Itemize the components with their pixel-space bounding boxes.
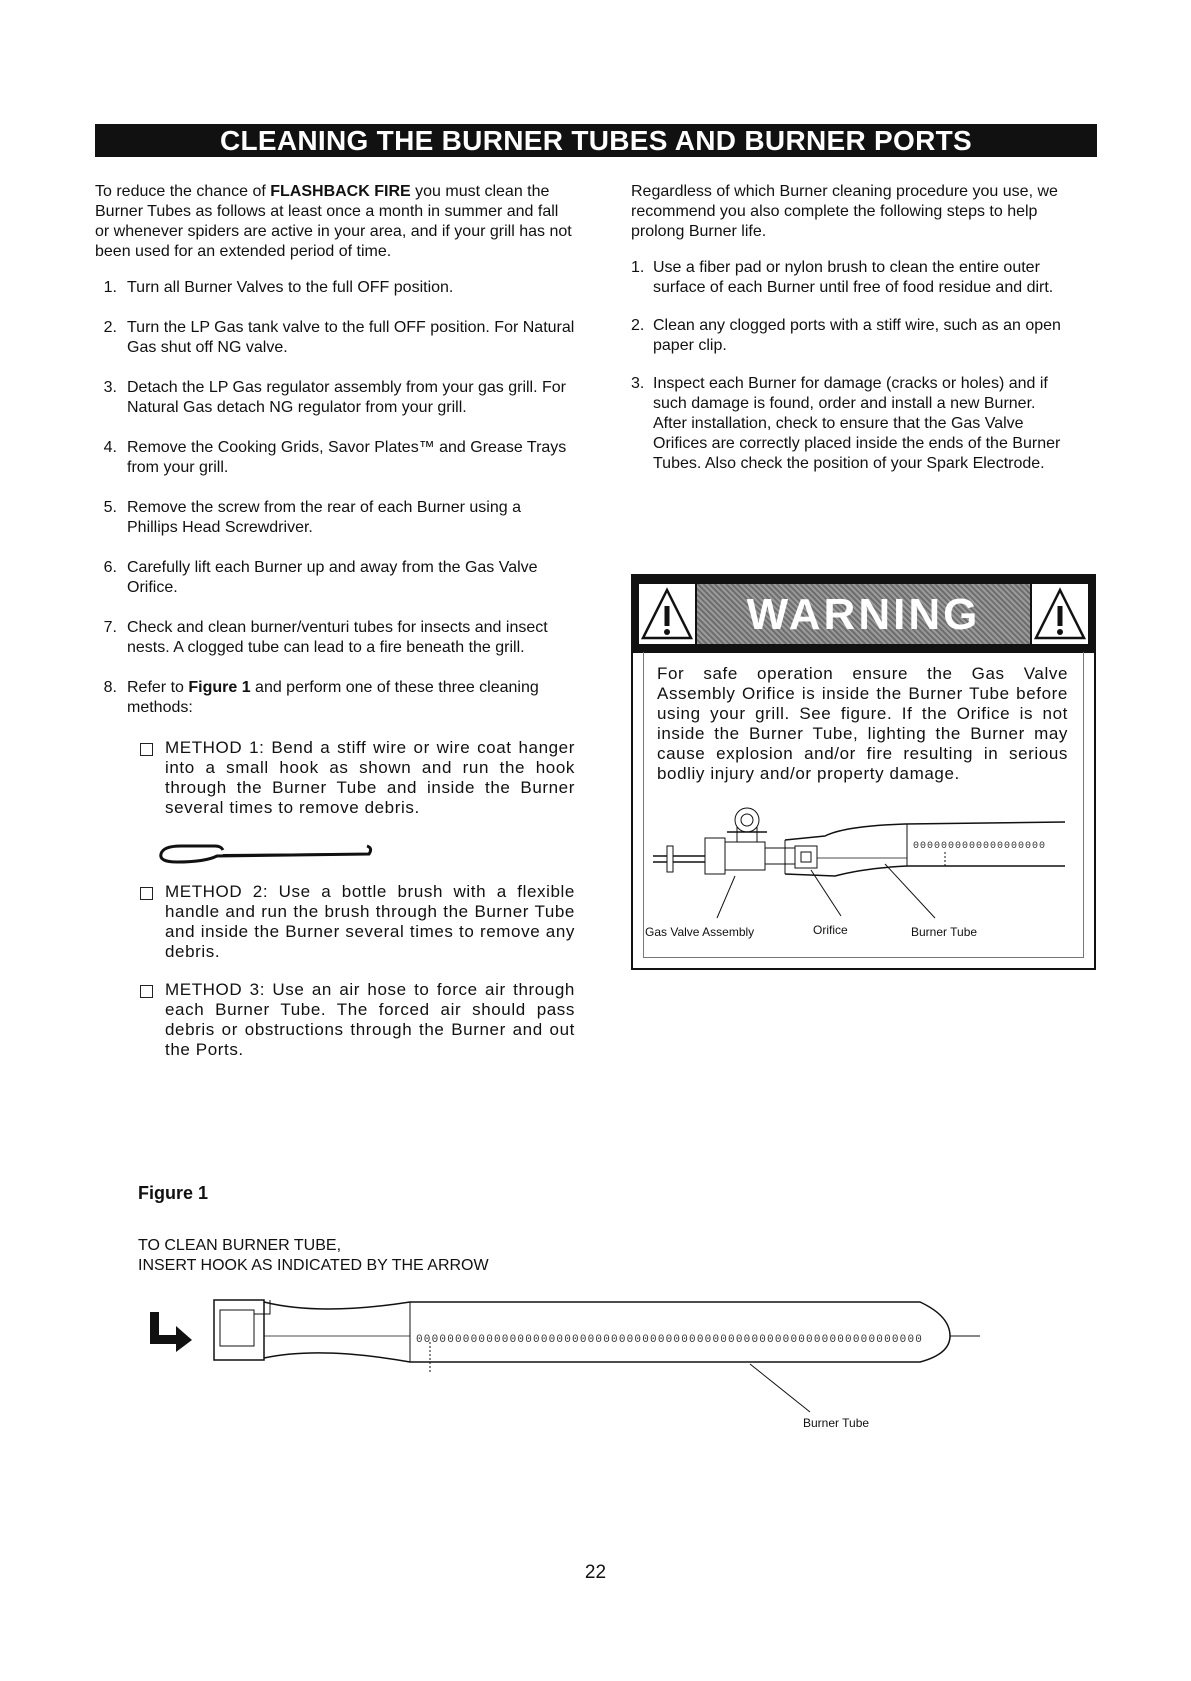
warning-text: For safe operation ensure the Gas Valve Assembly Orifice is inside the Burner Tube before using your grill. See figure. If the Orifice is not inside the Burner Tube, lighting the Burner may cause explosion and/or fire resulting in serious bodliy injury and/or property damage.: [657, 664, 1068, 783]
svg-text:0000000000000000000: 0000000000000000000: [913, 841, 1047, 852]
checkbox-icon: [140, 985, 153, 998]
flashback-fire-emphasis: FLASHBACK FIRE: [270, 183, 411, 200]
list-item: 3. Detach the LP Gas regulator assembly from your gas grill. For Natural Gas detach NG regulator from your grill.: [103, 379, 566, 416]
warning-label: WARNING: [746, 590, 981, 639]
wire-hook-icon: [157, 840, 377, 864]
checkbox-icon: [140, 887, 153, 900]
warning-box: [631, 574, 1096, 970]
right-column: [631, 182, 1071, 492]
list-item: 3. Inspect each Burner for damage (cracks or holes) and if such damage is found, order and install a new Burner. After installation, check to ensure that the Gas Valve Orifices are correctly placed inside the ends of the Burner Tubes. Also check the position of your Spark Electrode.: [631, 375, 1061, 472]
method-2: METHOD 2: Use a bottle brush with a flexible handle and run the brush through the Burner Tube and inside the Burner several times to remove any debris.: [95, 882, 575, 962]
page-number: 22: [584, 1562, 607, 1583]
figure-instruction: TO CLEAN BURNER TUBE, INSERT HOOK AS INDICATED BY THE ARROW: [138, 1237, 489, 1274]
warning-triangle-icon: [639, 584, 695, 644]
list-item: 1. Turn all Burner Valves to the full OFF position.: [103, 279, 454, 296]
left-intro: To reduce the chance of FLASHBACK FIRE you must clean the Burner Tubes as follows at least once a month in summer and fall or whenever spiders are active in your area, and if your grill has not been used for an extended period of time.: [95, 183, 572, 260]
list-item: 6. Carefully lift each Burner up and away from the Gas Valve Orifice.: [103, 559, 538, 596]
burner-tube-diagram: [150, 1290, 1050, 1430]
warning-triangle-icon: [1032, 584, 1088, 644]
arrow-icon: [150, 1312, 192, 1352]
list-item: 5. Remove the screw from the rear of each Burner using a Phillips Head Screwdriver.: [103, 499, 521, 536]
method-1: METHOD 1: Bend a stiff wire or wire coat hanger into a small hook as shown and run the hook through the Burner Tube and inside the Burner several times to remove debris.: [95, 738, 575, 818]
list-item: 2. Turn the LP Gas tank valve to the full OFF position. For Natural Gas shut off NG valve.: [103, 319, 575, 356]
list-item: 7. Check and clean burner/venturi tubes for insects and insect nests. A clogged tube can lead to a fire beneath the grill.: [103, 619, 548, 656]
checkbox-icon: [140, 743, 153, 756]
gas-valve-orifice-diagram: [645, 806, 1085, 956]
gas-valve-assembly-label: Gas Valve Assembly: [645, 925, 755, 939]
page-title: CLEANING THE BURNER TUBES AND BURNER PORTS: [95, 124, 1097, 157]
list-item: 4. Remove the Cooking Grids, Savor Plates™ and Grease Trays from your grill.: [103, 439, 567, 476]
orifice-label: Orifice: [813, 923, 848, 937]
list-item: 2. Clean any clogged ports with a stiff wire, such as an open paper clip.: [631, 317, 1061, 354]
left-column: [95, 182, 575, 1078]
burner-tube-label: Burner Tube: [911, 925, 978, 939]
right-intro: Regardless of which Burner cleaning procedure you use, we recommend you also complete the following steps to help prolong Burner life.: [631, 183, 1058, 240]
svg-text:000000000000000000000000000000: 00000000000000000000000000000000000000000000000000000000000000000: [416, 1334, 924, 1346]
warning-header: [633, 576, 1094, 653]
method-3: METHOD 3: Use an air hose to force air through each Burner Tube. The forced air should pass debris or obstructions through the Burner and out the Ports.: [95, 980, 575, 1060]
figure-burner-tube-label: Burner Tube: [803, 1416, 870, 1430]
list-item: 1. Use a fiber pad or nylon brush to clean the entire outer surface of each Burner until free of food residue and dirt.: [631, 259, 1054, 296]
list-item: 8. Refer to Figure 1 and perform one of these three cleaning methods:: [103, 679, 539, 716]
figure-caption: Figure 1: [138, 1183, 209, 1203]
